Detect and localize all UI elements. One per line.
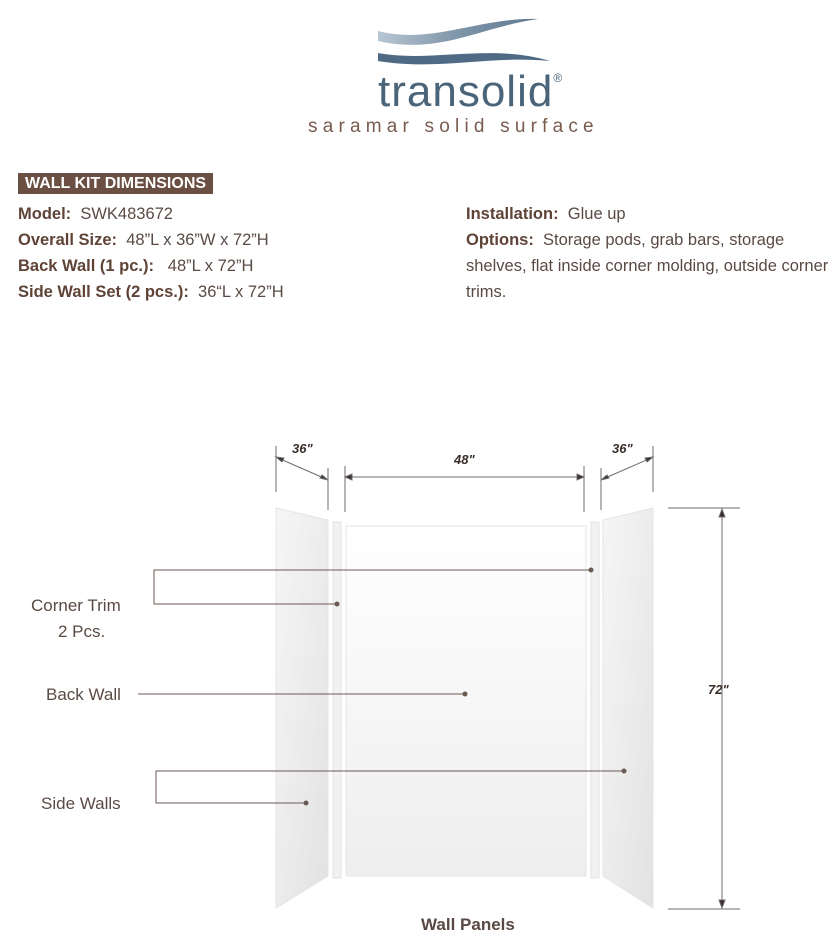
left-side-wall-panel <box>276 508 328 908</box>
section-heading: WALL KIT DIMENSIONS <box>18 173 213 194</box>
spec-label: Model: <box>18 205 72 223</box>
left-corner-trim <box>333 522 341 878</box>
logo-tagline: saramar solid surface <box>308 116 599 137</box>
callout-corner-trim-count: 2 Pcs. <box>58 622 106 641</box>
registered-mark: ® <box>553 71 564 85</box>
spec-value: 48”L x 72”H <box>167 257 254 275</box>
dim-right-width: 36" <box>612 441 633 456</box>
height-dimension <box>668 508 740 909</box>
logo-brand-text: transolid <box>378 67 554 116</box>
spec-value: SWK483672 <box>80 205 173 223</box>
spec-value: Storage pods, grab bars, storage shelves, flat inside corner molding, outside corner trims. <box>466 231 829 301</box>
spec-label: Overall Size: <box>18 231 118 249</box>
callout-side-walls: Side Walls <box>41 794 121 813</box>
spec-label: Side Wall Set (2 pcs.): <box>18 283 189 301</box>
right-side-wall-panel <box>603 508 653 908</box>
spec-value: 36“L x 72”H <box>198 283 284 301</box>
right-corner-trim <box>591 522 599 878</box>
spec-value: Glue up <box>567 205 626 223</box>
dim-left-width: 36" <box>292 441 313 456</box>
spec-label: Options: <box>466 231 534 249</box>
spec-label: Installation: <box>466 205 559 223</box>
callout-back-wall: Back Wall <box>46 685 121 704</box>
dim-height: 72" <box>708 682 729 697</box>
spec-label: Back Wall (1 pc.): <box>18 257 155 275</box>
diagram-caption: Wall Panels <box>421 915 515 934</box>
back-wall-panel <box>346 526 586 876</box>
callout-corner-trim: Corner Trim <box>31 596 121 615</box>
spec-value: 48”L x 36”W x 72”H <box>126 231 269 249</box>
dim-center-width: 48" <box>454 452 475 467</box>
